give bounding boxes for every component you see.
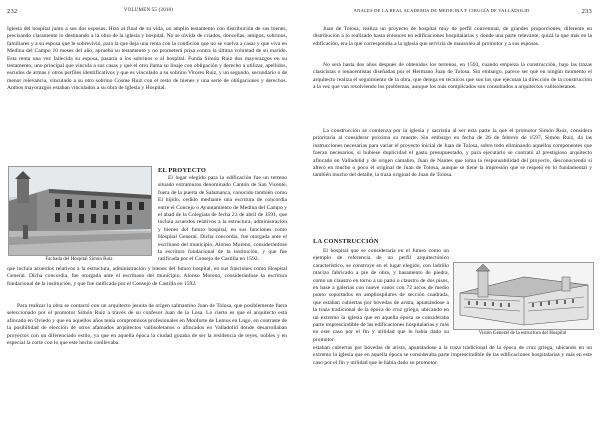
section-text-el-proyecto: El lugar elegido para la edificación fue un terreno situado extramuros denominado Cantón de San Vicente, fuera de la puerta de Salamanca, conocido también como El hijido, cedido mediante una escritura de concordia entre el Concejo o Ayuntamiento de Medina del Campo y el abad de la Colegiata de fecha 23 de abril de 1591, que incluía acuerdos relativos a la estructura, administración y bienes del futuro hospital, en sus funciones como Hospital General. Dicha concordia, fue otorgada ante el escribano del municipio, Alonso Moreno, consideránfose la escritura fundacional de la institución, y que fue ratificada por el Consejo de Castilla en 1592. [158, 175, 287, 263]
right-figure-caption: Visión General de la estructura del Hospital [478, 331, 567, 336]
right-paragraph-1: Juan de Tolosa, realiza un proyecto de hospital muy de perfil conventual, de grandes proporciones, diferente en distribución a lo realizado hasta entonces en edificaciones hospitalarias y donde una parte relevante, quizá la que más en la edificación, era la que correspondía a la iglesia que serviría de mausoleo al promotor y a sus esposas. [313, 26, 592, 47]
right-paragraph-4: estaban cubiertas por bóvedas de arista, apuntándose a la traza tradicional de la época de cruz griega, ubicando en un extremo la iglesia que en aquella época se consideraba parte imprescindible de las edificaciones hospitalarias y más en este caso por el fin y utilidad que le había dado su promotor. [313, 345, 592, 366]
left-paragraph-3: Para realizar la obra se contactó con un arquitecto jesuita de origen salmantino Juan de Tolosa, que posiblemente fuera seleccionado por el promotor Simón Ruiz a través de su confesor Juan de la Losa. Lo cierto es que el arquitecto está afincado en Oviedo y que en aquellos años tenía compromisos profesionales en Monforte de Lemos en Lugo, en contraste de la posibilidad de elección de otros afamados arquitectos vallisoletanos o afincados en Valladolid donde desarrollaban proyectos con un diferenciado estilo, ya que en aquella época la ciudad gozaba de ser la residencia de reyes, nobles y en especial la corte con lo que este hecho conllevaba. [7, 303, 287, 347]
section-el-proyecto [158, 167, 287, 267]
left-header [0, 8, 297, 18]
left-paragraph-2: que incluía acuerdos relativos a la estructura, administración y bienes del futuro hospital, en sus funciones como Hospital General. Dicha concordia, fue otorgada ante el escribano del municipio, Alonso Moreno, consideránfose la escritura fundacional de la institución, y que fue ratificada por el Consejo de Castilla en 1592. [7, 266, 287, 287]
right-page-number: 233 [581, 8, 592, 15]
section-title-la-construccion: LA CONSTRUCCIÓN [313, 238, 379, 245]
right-header [303, 8, 600, 18]
section-la-construccion [313, 238, 449, 246]
hospital-structure-drawing [453, 262, 594, 330]
section-title-el-proyecto: EL PROYECTO [158, 167, 207, 174]
right-page [303, 0, 600, 423]
right-paragraph-3: La construcción se comienza por la iglesia y sacristía al ser esta parte la que el promotor Simón Ruiz, considera prioritaria al considerar próxima su muerte. Sin embargo en fecha de 26 de febrero de 1597, Simón Ruiz, da las instrucciones necesarias para variar el proyecto inicial de Juan de Tolosa, sobre todo eliminando aquellos componentes que fueran necesarios, si hubiese duplicidad el gasto presupuestado, y para ejecutarlo se contrató al prestigioso arquitecto afincado en Valladolid y de origen cántabro, Juan de Nantes que toma la responsabilidad del proyecto, desconociendo si alteró en mucho o poco el original de Juan de Tolosa, aunque se tiene la impresión que se respetó en lo fundamental y también mucho del detalle, la traza original de Juan de Tolosa. [313, 128, 592, 179]
left-figure-caption: Fachada del Hospital Simón Ruiz [45, 257, 113, 262]
left-page [0, 0, 297, 423]
facade-illustration [9, 167, 151, 255]
right-running-head: ANALES DE LA REAL ACADEMIA DE MEDICINA Y CIRUGÍA DE VALLADOLID [353, 8, 530, 13]
left-page-number: 232 [7, 8, 18, 15]
hospital-facade-photo [8, 166, 152, 256]
left-paragraph-1: Iglesia del hospital junto a sus dos esposas. Hizo al final de su vida, un amplio testamento con distribución de sus bienes, precisando claramente lo destinando a la obra de la iglesia y hospital. No se olvida de criados, doncellas, amigos, sobrinos, familiares y a su esposa que le sobrevivió, para la que deja una renta con la condición que no se vuelva a casar y que viva en Medina del Campo 10 meses del año, aprueba su testamento y no prometerá prisa contra la última voluntad de su marido. Esta renta una vez fallecida su esposa, pasaría a los sobrinos o al hospital. Funda Simón Ruiz dos mayorazgos en su testamento, uno principal que vincula a sus casas y que el otro llama su linaje con obligación y derecho a utilizar, apellidos, escudos de armas y otros perfiles identificativos y que es vinculado a su sobrino Vitores Ruiz, y un segundo, secundario o de menor relevancia, vinculado a su otro sobrino Cosme Ruiz con el resto de bienes y una serie de obligaciones y derechos. Ambos mayorazgos estaban vinculados a su obra de Iglesia y Hospital. [7, 26, 287, 92]
section-text-la-construccion: El hospital que se consideraría en el futuro como un ejemplo de referencia de un perfil arquitectónico característico, se construye en el lugar elegido, con ladrillo macizo fabricado a pie de obra, y basamento de piedra, como un claustro en torno a un patio o claustro de dos pisos, en base a galerías con nueve vanos con 72 arcos de medio punto soportados en ampliospilares de sección cuadrada, que estaban cubiertas por bóvedas de arista, apuntándose a la traza tradicional de la época de cruz griega, ubicando en un extremo la iglesia que en aquella época se consideraba parte imprescindible de las edificaciones hospitalarias y más en este caso por el fin y utilidad que le había dado su promotor. [313, 248, 449, 343]
right-paragraph-2: No será hasta dos años después de obtenidos los terrenos, en 1593, cuando empieza la construcción, bajo las trazas clasicistas o renacentistas diseñadas por el Hermano Juan de Tolosa. Sin embargo, parece ser que en ningún momento el arquitecto realiza el seguimiento de la obra, que delega en técnicos que son los que ejecutan la dirección de la construcción a la vez que van resolviendo los problemas, aunque los más complicados son consultados a arquitectos vallisoletanos. [313, 62, 592, 91]
left-running-head: VOLUMEN 55 (2018) [123, 8, 174, 13]
structure-illustration [454, 263, 593, 329]
